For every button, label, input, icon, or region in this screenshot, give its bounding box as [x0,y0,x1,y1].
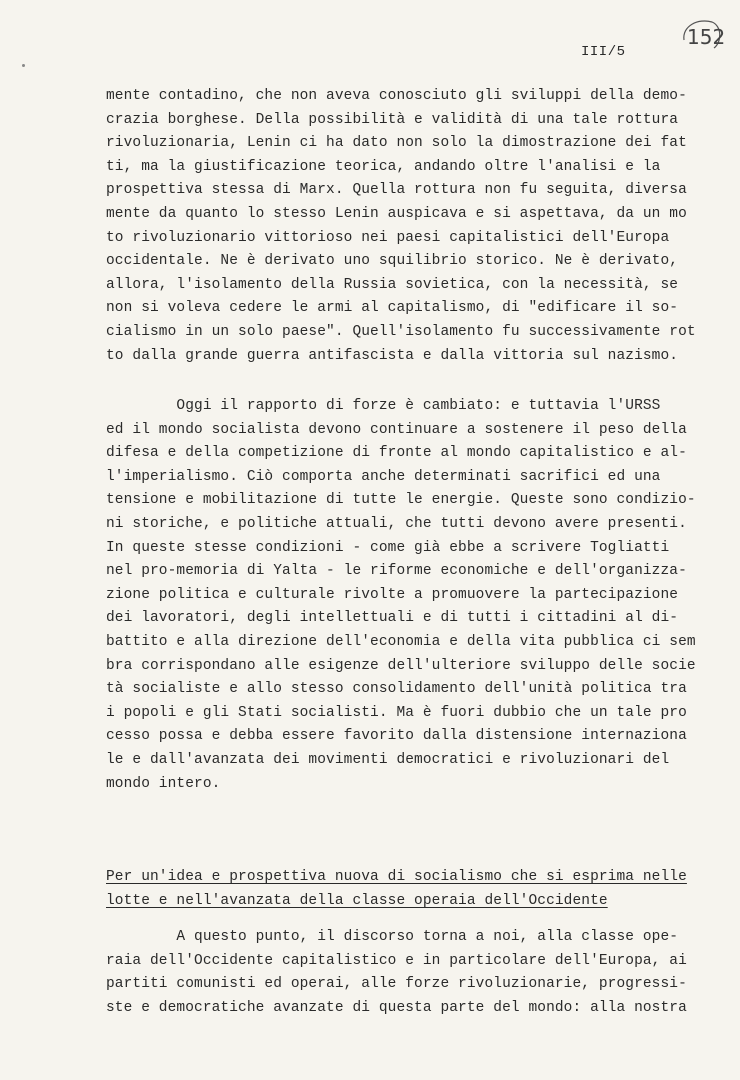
paragraph1-line: to dalla grande guerra antifascista e dalla vittoria sul nazismo. [106,347,679,364]
paragraph1-line: mente da quanto lo stesso Lenin auspicava e si aspettava, da un mo [106,206,687,222]
paragraph2-line: mondo intero. [106,775,221,792]
paragraph3-line: raia dell'Occidente capitalistico e in particolare dell'Europa, ai [106,952,687,969]
heading-line: lotte e nell'avanzata della classe operaia dell'Occidente [106,892,608,909]
paragraph2-line: battito e alla direzione dell'economia e della vita pubblica ci sem [106,634,696,650]
paragraph2-line: ni storiche, e politiche attuali, che tutti devono avere presenti. [106,516,687,532]
paragraph2-line: cesso possa e debba essere favorito dalla distensione internaziona [106,728,687,745]
paragraph2-line: i popoli e gli Stati socialisti. Ma è fuori dubbio che un tale pro [106,704,687,721]
paragraph1-line: mente contadino, che non aveva conosciuto gli sviluppi della demo- [106,88,687,104]
paragraph2-line: dei lavoratori, degli intellettuali e di tutti i cittadini al di- [106,610,679,627]
paragraph2-line: Oggi il rapporto di forze è cambiato: e tuttavia l'URSS [106,398,661,414]
page-number-stamp [678,14,724,54]
paragraph2-line: tensione e mobilitazione di tutte le energie. Queste sono condizio- [106,492,696,509]
paragraph2-line: l'imperialismo. Ciò comporta anche determinati sacrifici ed una [106,468,661,485]
stamp-number: 152 [687,25,724,49]
paragraph2-line: nel pro-memoria di Yalta - le riforme economiche e dell'organizza- [106,563,687,580]
page-reference: III/5 [581,44,626,60]
paragraph1-line: ti, ma la giustificazione teorica, andando oltre l'analisi e la [106,158,661,175]
paragraph1-line: cialismo in un solo paese". Quell'isolamento fu successivamente rot [106,324,696,340]
paragraph2-line: tà socialiste e allo stesso consolidamento dell'unità politica tra [106,681,687,698]
heading-line: Per un'idea e prospettiva nuova di socialismo che si esprima nelle [106,869,687,885]
paragraph1-line: non si voleva cedere le armi al capitalismo, di "edificare il so- [106,300,679,317]
paragraph2-line: zione politica e culturale rivolte a promuovere la partecipazione [106,586,679,603]
paragraph2-line: In queste stesse condizioni - come già ebbe a scrivere Togliatti [106,539,670,556]
paragraph1-line: allora, l'isolamento della Russia sovietica, con la necessità, se [106,276,679,293]
paragraph1-line: crazia borghese. Della possibilità e validità di una tale rottura [106,111,679,128]
paragraph3-line: A questo punto, il discorso torna a noi, alla classe ope- [106,929,679,945]
paragraph1-line: prospettiva stessa di Marx. Quella rottura non fu seguita, diversa [106,182,687,199]
paragraph2-line: difesa e della competizione di fronte al mondo capitalistico e al- [106,445,687,462]
paragraph3-line: ste e democratiche avanzate di questa parte del mondo: alla nostra [106,999,687,1016]
paragraph1-line: occidentale. Ne è derivato uno squilibrio storico. Ne è derivato, [106,253,679,270]
paragraph2-line: le e dall'avanzata dei movimenti democratici e rivoluzionari del [106,752,670,768]
paragraph1-line: to rivoluzionario vittorioso nei paesi capitalistici dell'Europa [106,229,670,246]
paragraph3-line: partiti comunisti ed operai, alle forze rivoluzionarie, progressi- [106,976,687,993]
speck-mark [22,64,25,67]
handwritten-page-number-icon [678,14,724,54]
paragraph1-line: rivoluzionaria, Lenin ci ha dato non solo la dimostrazione dei fat [106,135,687,152]
paragraph2-line: bra corrispondano alle esigenze dell'ulteriore sviluppo delle socie [106,657,696,674]
paragraph2-line: ed il mondo socialista devono continuare a sostenere il peso della [106,421,687,438]
